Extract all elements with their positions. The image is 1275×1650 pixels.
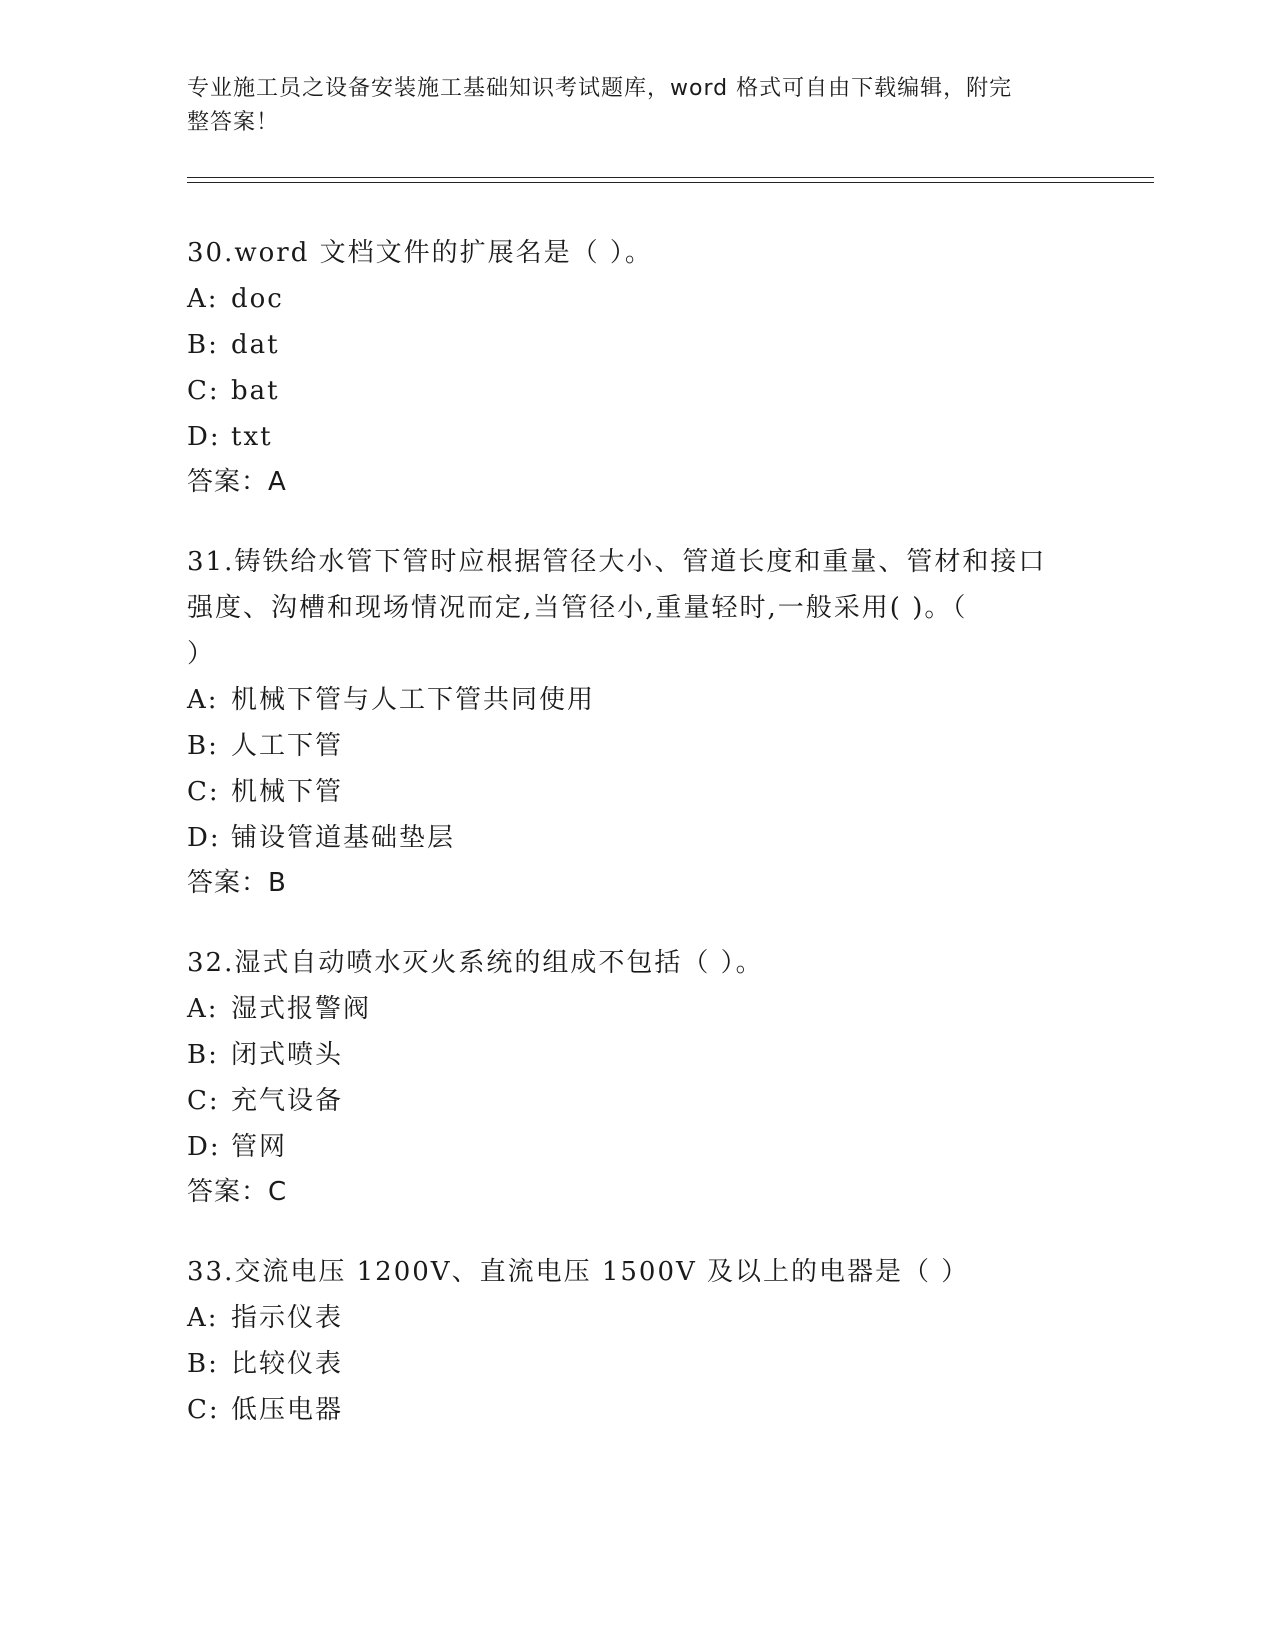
option-letter: D: [187,422,221,452]
answer-option [187,1124,1087,1170]
option-letter: A: [187,994,219,1024]
answer-option [187,986,1087,1032]
answer-option [187,1387,1087,1433]
option-letter: B: [187,731,219,761]
question-text [187,940,1087,986]
question-text-line: word 文档文件的扩展名是（ ）。 [234,238,653,268]
answer-option [187,1295,1087,1341]
answer-option [187,368,1087,414]
option-text: 机械下管与人工下管共同使用 [231,685,596,715]
option-text: 管网 [231,1132,288,1162]
option-text: doc [231,284,284,314]
option-text: 比较仪表 [231,1349,344,1379]
answer-option [187,414,1087,460]
option-text: 低压电器 [231,1395,344,1425]
question-text-line: 强度、沟槽和现场情况而定,当管径小,重量轻时,一般采用( )。（ [187,593,968,623]
question-text-line: 铸铁给水管下管时应根据管径大小、管道长度和重量、管材和接口 [234,547,1047,577]
header-line-2: 整答案！ [187,110,280,135]
answer-key: 答案：A [187,467,287,497]
header-line-1: 专业施工员之设备安装施工基础知识考试题库，word 格式可自由下载编辑，附完 [187,76,1013,101]
option-text: 铺设管道基础垫层 [231,823,456,853]
question-block [187,940,1087,1214]
answer-key: 答案：C [187,1177,288,1207]
option-text: 闭式喷头 [231,1040,344,1070]
question-number: 32. [187,948,235,978]
page-header [187,72,1067,140]
option-letter: A: [187,685,219,715]
question-text-line: 湿式自动喷水灭火系统的组成不包括（ ）。 [234,948,764,978]
question-number: 33. [187,1257,235,1287]
answer-option [187,677,1087,723]
question-text-continued [187,585,1087,631]
option-text: bat [231,376,280,406]
option-text: 充气设备 [231,1086,344,1116]
option-text: 湿式报警阀 [231,994,372,1024]
answer-option [187,723,1087,769]
answer-option [187,322,1087,368]
question-text [187,1249,1087,1295]
option-text: 指示仪表 [231,1303,344,1333]
option-letter: D: [187,1132,221,1162]
option-letter: A: [187,1303,219,1333]
answer-option [187,769,1087,815]
option-letter: A: [187,284,219,314]
option-letter: C: [187,1086,220,1116]
question-text-line: 交流电压 1200V、直流电压 1500V 及以上的电器是（ ） [234,1257,970,1287]
option-text: dat [231,330,280,360]
question-text [187,539,1087,585]
option-text: 人工下管 [231,731,344,761]
option-letter: C: [187,777,220,807]
answer-option [187,815,1087,861]
question-number: 30. [187,238,235,268]
question-text-line: ） [187,639,216,669]
question-block [187,230,1087,504]
answer-key: 答案：B [187,868,287,898]
option-text: 机械下管 [231,777,344,807]
answer-option [187,1032,1087,1078]
question-text-continued [187,631,1087,677]
question-number: 31. [187,547,235,577]
answer-option [187,276,1087,322]
option-letter: B: [187,1349,219,1379]
header-divider [187,177,1154,183]
option-letter: B: [187,330,219,360]
option-letter: C: [187,376,220,406]
question-text [187,230,1087,276]
question-list [187,230,1087,1468]
option-letter: B: [187,1040,219,1070]
option-letter: C: [187,1395,220,1425]
answer-option [187,1341,1087,1387]
option-text: txt [231,422,273,452]
option-letter: D: [187,823,221,853]
question-block [187,539,1087,905]
answer-option [187,1078,1087,1124]
question-block [187,1249,1087,1433]
